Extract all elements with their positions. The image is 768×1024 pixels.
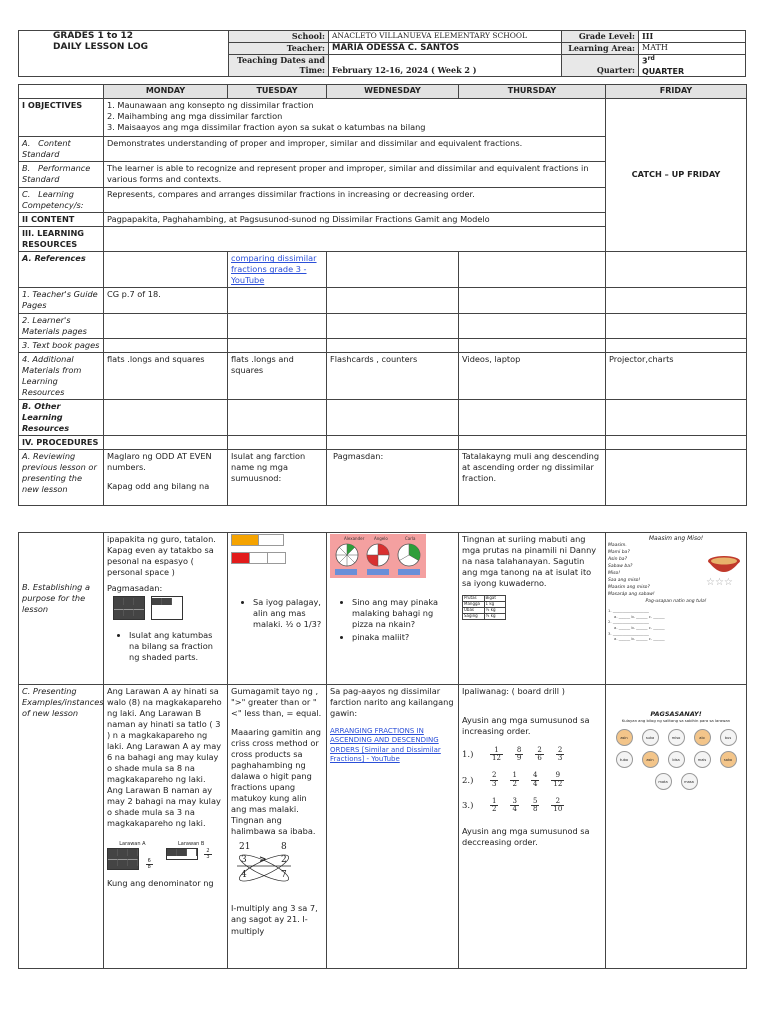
competency: Represents, compares and arranges dissimilar fractions in increasing or decreasing order. bbox=[104, 187, 606, 212]
performance-standard: The learner is able to recognize and represent proper and improper, similar and dissimilar and equivalent fractions in various forms and contexts. bbox=[104, 161, 606, 187]
denominator: 4 bbox=[512, 805, 517, 814]
denominator: 3 bbox=[492, 779, 497, 788]
add-mon: flats .longs and squares bbox=[104, 352, 228, 399]
objective-1: 1. Maunawaan ang konsepto ng dissimilar fraction bbox=[107, 99, 314, 110]
word-bubble: mata bbox=[655, 773, 672, 790]
review-mon bbox=[104, 450, 228, 506]
mon-purpose-grids bbox=[113, 596, 224, 620]
numerator: 2 bbox=[551, 798, 564, 806]
fraction-row bbox=[462, 747, 602, 763]
denominator: 10 bbox=[553, 805, 563, 814]
numerator: 3 bbox=[512, 797, 517, 806]
ref-mon bbox=[104, 252, 228, 288]
larawan-b bbox=[166, 841, 217, 870]
word-bubble: bus bbox=[720, 729, 737, 746]
denominator: 6 bbox=[537, 754, 542, 763]
fraction-row bbox=[462, 798, 602, 814]
numerator: 5 bbox=[532, 797, 538, 806]
wed-video-link[interactable]: ARRANGING FRACTIONS IN ASCENDING AND DESCENDING ORDERS [Similar and Dissimilar Fractions] - YouTube bbox=[330, 726, 441, 764]
word-bubble: suka bbox=[642, 729, 659, 746]
numerator: 1 bbox=[492, 797, 497, 806]
word-bubble: tubo bbox=[616, 751, 633, 768]
thu-present-3: Ayusin ang mga sumusunod sa deccreasing order. bbox=[462, 825, 590, 847]
teacher-value: MARIA ODESSA C. SANTOS bbox=[329, 42, 562, 54]
day-monday: MONDAY bbox=[104, 85, 228, 99]
fruit-cell: Mangga bbox=[463, 602, 485, 608]
numerator: 1 bbox=[512, 771, 517, 780]
mon-present-end: Kung ang denominator ng bbox=[107, 878, 214, 889]
review-mon-text2: Kapag odd ang bilang na bbox=[107, 481, 210, 492]
fri-pagsasanay bbox=[606, 684, 747, 968]
resources-empty bbox=[104, 227, 606, 252]
mon-purpose-bullet: • Isulat ang katumbas na bilang sa fraction ng shaded parts. bbox=[129, 630, 224, 663]
day-tuesday: TUESDAY bbox=[228, 85, 327, 99]
content-standard: Demonstrates understanding of proper and improper, similar and dissimilar and equivalent fractions. bbox=[104, 136, 606, 161]
denominator: 12 bbox=[553, 779, 563, 788]
fruit-cell: Ubas bbox=[463, 607, 485, 613]
fraction bbox=[535, 747, 543, 763]
competency-label: C. Learning Competency/s: bbox=[19, 187, 104, 212]
fraction bbox=[490, 798, 498, 814]
fraction bbox=[490, 772, 498, 788]
objective-2: 2. Maihambing ang mga dissimilar farction bbox=[107, 110, 283, 121]
header-table bbox=[18, 30, 746, 77]
mon-purpose bbox=[104, 582, 228, 684]
wed-cont bbox=[327, 533, 459, 583]
additional-materials-label: 4. Additional Materials from Learning Resources bbox=[19, 352, 104, 399]
review-thu: Tatalakayng muli ang descending at ascending order ng dissimilar fraction. bbox=[459, 450, 606, 506]
miso-caption: Pag-usapan natin ang tula! bbox=[645, 598, 707, 604]
dates-value: February 12-16, 2024 ( Week 2 ) bbox=[329, 55, 562, 77]
pie-label-3: Carla bbox=[405, 536, 416, 541]
denominator: 2 bbox=[492, 805, 497, 814]
day-wednesday: WEDNESDAY bbox=[327, 85, 459, 99]
numerator: 9 bbox=[551, 772, 564, 780]
numerator: 1 bbox=[490, 747, 503, 755]
day-friday: FRIDAY bbox=[606, 85, 747, 99]
miso-title: Maasim ang Miso! bbox=[648, 535, 704, 542]
presenting-label: C. Presenting Examples/instances of new lesson bbox=[19, 684, 104, 968]
learners-materials-label: 2. Learner's Materials pages bbox=[19, 313, 104, 338]
other-resources-label: B. Other Learning Resources bbox=[19, 399, 104, 435]
pagsasanay-words bbox=[609, 729, 743, 790]
larawan-b-fraction: $\frac{2}{3}$ bbox=[206, 847, 210, 861]
orange-bar bbox=[231, 534, 323, 546]
miso-poem: Maasim. Mami ba? Asin ba? Sabaw ba? Miso! Saa ang miso! Maasim ang miso? Masaráp ang sabaw! bbox=[608, 543, 655, 597]
fraction-row-label: 2.) bbox=[462, 775, 474, 786]
quarter-label: Quarter: bbox=[562, 55, 639, 77]
objectives-list bbox=[104, 98, 606, 136]
add-thu: Videos, laptop bbox=[459, 352, 606, 399]
tue-cont bbox=[228, 533, 327, 583]
fraction bbox=[510, 798, 518, 814]
tue-present bbox=[228, 684, 327, 968]
fruit-cell: ¾ kg bbox=[484, 613, 506, 619]
fraction bbox=[531, 772, 539, 788]
dates-label-line1: Teaching Dates and bbox=[236, 55, 325, 66]
pagsasanay-title: PAGSASANAY! bbox=[650, 709, 702, 718]
fraction-row bbox=[462, 772, 602, 788]
fruit-cell: 1 kg bbox=[484, 602, 506, 608]
objectives-label: I OBJECTIVES bbox=[19, 98, 104, 136]
quarter-word: QUARTER bbox=[642, 66, 685, 76]
cont-label bbox=[19, 533, 104, 685]
textbook-label: 3. Text book pages bbox=[19, 338, 104, 352]
pie-label-2: Angelo bbox=[374, 536, 388, 541]
denominator: 8 bbox=[532, 805, 538, 814]
wed-present-text: Sa pag-aayos ng dissimilar farction narito ang kailangang gawin: bbox=[330, 685, 454, 718]
dates-label bbox=[229, 55, 329, 77]
reviewing-label: A. Reviewing previous lesson or presenting the new lesson bbox=[19, 450, 104, 506]
thu-purpose-text: Tingnan at suriing mabuti ang mga prutas na pinamili ni Danny na nasa talahanayan. Sagutin ang mga tanong na at isulat ito sa iyong kuwaderno. bbox=[462, 534, 597, 589]
numerator: 2 bbox=[537, 745, 542, 754]
thu-fraction-rows bbox=[462, 747, 602, 814]
references-label: A. References bbox=[19, 252, 104, 288]
resources-label: III. LEARNING RESOURCES bbox=[19, 227, 104, 252]
fraction bbox=[515, 747, 523, 763]
word-bubble: masa bbox=[681, 773, 698, 790]
numerator: 2 bbox=[557, 745, 563, 754]
tue-present-2: Maaaring gamitin ang criss cross method or cross products sa paghahambing ng dalawa o higit pang fractions upang matukoy kung alin ang mas malaki. Tingnan ang halimbawa sa ibaba. bbox=[231, 726, 321, 837]
content-value: Pagpapakita, Paghahambing, at Pagsusunod-sunod ng Dissimilar Fractions Gamit ang Modelo bbox=[104, 213, 606, 227]
miso-bowl-image bbox=[704, 543, 744, 599]
pizza-pies-image bbox=[330, 534, 426, 578]
thu-present-1: Ipaliwanag: ( board drill ) bbox=[462, 685, 565, 696]
corner-cell bbox=[19, 85, 104, 99]
teachers-guide-value: CG p.7 of 18. bbox=[104, 288, 228, 313]
lesson-table-page1 bbox=[18, 84, 747, 506]
fruit-cell: Prutas bbox=[463, 596, 485, 602]
criss-product-left: 21 bbox=[239, 842, 251, 853]
criss-den-right: 7 bbox=[281, 870, 287, 881]
red-bar bbox=[231, 552, 323, 564]
miso-questions: 1. ___________________ a. ______ b. ______ c. ______ 2. ___________________ a. ______ b. ______ c. ______ 3. ___________________ a. ______ b. ______ c. ______ bbox=[608, 607, 665, 642]
review-fri bbox=[606, 450, 747, 506]
review-wed: Pagmasdan: bbox=[327, 450, 459, 506]
lesson-table-page2 bbox=[18, 532, 747, 969]
tue-present-1: Gumagamit tayo ng , ">" greater than or "<" less than, = equal. bbox=[231, 685, 322, 718]
purpose-label: B. Establishing a purpose for the lesson bbox=[22, 582, 90, 615]
reference-video-link[interactable]: comparing dissimilar fractions grade 3 - YouTube bbox=[231, 253, 317, 286]
fruit-cell: ½ kg bbox=[484, 607, 506, 613]
fraction bbox=[531, 798, 539, 814]
word-bubble: asin bbox=[616, 729, 633, 746]
word-bubble: alo bbox=[694, 729, 711, 746]
school-value: ANACLETO VILLANUEVA ELEMENTARY SCHOOL bbox=[329, 31, 562, 43]
tue-purpose bbox=[228, 582, 327, 684]
criss-sign: > bbox=[259, 855, 267, 866]
criss-num-left: 3 bbox=[241, 855, 247, 866]
thu-present bbox=[459, 684, 606, 968]
day-thursday: THURSDAY bbox=[459, 85, 606, 99]
quarter-sup: rd bbox=[647, 55, 655, 63]
fruit-cell: Saging bbox=[463, 613, 485, 619]
title-line-1: GRADES 1 to 12 bbox=[53, 31, 134, 41]
add-tue: flats .longs and squares bbox=[228, 352, 327, 399]
pagsasanay-sub: Kulayan ang bilog ng salitang sa sabihin para sa larawan bbox=[621, 718, 731, 724]
log-title bbox=[19, 31, 229, 77]
quarter-value bbox=[639, 55, 746, 77]
criss-arrows bbox=[231, 851, 301, 885]
mon-present bbox=[104, 684, 228, 968]
teachers-guide-label: 1. Teacher's Guide Pages bbox=[19, 288, 104, 313]
review-mon-text1: Maglaro ng ODD AT EVEN numbers. bbox=[107, 451, 212, 473]
fraction bbox=[556, 747, 564, 763]
numerator: 8 bbox=[516, 745, 522, 754]
review-tue: Isulat ang farction name ng mga sumuusnod: bbox=[228, 450, 327, 506]
svg-text:☆☆☆: ☆☆☆ bbox=[706, 577, 733, 588]
criss-den-left: 4 bbox=[241, 870, 247, 881]
fraction bbox=[490, 747, 503, 763]
word-bubble: miso bbox=[668, 729, 685, 746]
larawan-a-label: Larawan A bbox=[119, 841, 146, 848]
grade-level-value: III bbox=[639, 31, 746, 43]
learning-area-value: MATH bbox=[639, 42, 746, 54]
denominator: 4 bbox=[532, 779, 538, 788]
fruit-cell: Bigat bbox=[484, 596, 506, 602]
ref-fri bbox=[606, 252, 747, 288]
numerator: 2 bbox=[492, 771, 497, 780]
title-line-2: DAILY LESSON LOG bbox=[53, 42, 148, 53]
numerator: 4 bbox=[532, 771, 538, 780]
denominator: 3 bbox=[557, 754, 563, 763]
wed-purpose-bullet: • Sino ang may pinaka malaking bahagi ng pizza na nkain? bbox=[352, 597, 455, 630]
larawan-a-fraction: $\frac{6}{8}$ bbox=[147, 857, 151, 870]
larawan-b-label: Larawan B bbox=[178, 841, 205, 848]
content-label: II CONTENT bbox=[19, 213, 104, 227]
grade-level-label: Grade Level: bbox=[562, 31, 639, 43]
wed-present bbox=[327, 684, 459, 968]
teacher-label: Teacher: bbox=[229, 42, 329, 54]
criss-num-right: 2 bbox=[281, 855, 287, 866]
wed-purpose-bullet: • pinaka maliit? bbox=[352, 632, 455, 643]
mon-present-text: Ang Larawan A ay hinati sa walo (8) na magkakapareho ng laki. Ang Larawan B naman ay hinati sa tatlo ( 3 ) n a magkakapareho ng laki. Ang Larawan A ay may 6 na bahagi ang may kulay o shade mula sa 8 na magkakapareho ng laki. Ang Larawan B naman ay may 2 bahagi na may kulay o shade mula sa 3 na magkakapareho ng laki. bbox=[107, 685, 222, 829]
objective-3: 3. Maisaayos ang mga dissimilar fraction ayon sa sukat o katumbas na bilang bbox=[107, 121, 426, 132]
fraction-row-label: 1.) bbox=[462, 750, 474, 761]
add-wed: Flashcards , counters bbox=[327, 352, 459, 399]
ref-wed bbox=[327, 252, 459, 288]
school-label: School: bbox=[229, 31, 329, 43]
denominator: 12 bbox=[492, 754, 501, 763]
word-bubble: asin bbox=[642, 751, 659, 768]
wed-purpose bbox=[327, 582, 459, 684]
larawan-a bbox=[107, 841, 158, 870]
content-standard-label: A. Content Standard bbox=[19, 136, 104, 161]
fraction bbox=[551, 772, 564, 788]
learning-area-label: Learning Area: bbox=[562, 42, 639, 54]
fraction bbox=[510, 772, 518, 788]
ref-thu bbox=[459, 252, 606, 288]
add-fri: Projector,charts bbox=[606, 352, 747, 399]
fraction bbox=[551, 798, 564, 814]
criss-product-right: 8 bbox=[281, 842, 287, 853]
tue-purpose-list bbox=[231, 597, 323, 630]
larawan-images bbox=[107, 841, 224, 870]
fri-miso-worksheet bbox=[606, 533, 747, 685]
word-bubble: mais bbox=[694, 751, 711, 768]
thu-purpose bbox=[459, 533, 606, 685]
quarter-num: 3 bbox=[642, 56, 648, 66]
wed-purpose-list bbox=[330, 597, 455, 643]
tue-purpose-bullet: • Sa iyog palagay, alin ang mas malaki. ½ o 1/3? bbox=[253, 597, 323, 630]
denominator: 9 bbox=[516, 754, 522, 763]
pie-label-1: Alexander bbox=[344, 536, 365, 541]
miso-body bbox=[608, 543, 744, 599]
word-bubble: sako bbox=[720, 751, 737, 768]
thu-present-2: Ayusin ang mga sumusunod sa increasing order. bbox=[462, 714, 590, 736]
mon-purpose-list bbox=[107, 630, 224, 663]
fraction-row-label: 3.) bbox=[462, 801, 474, 812]
mon-continuation: ipapakita ng guro, tatalon. Kapag even ay tatakbo sa pesonal na espasyo ( personal space ) bbox=[104, 533, 228, 583]
criss-cross-diagram bbox=[231, 841, 301, 897]
procedures-label: IV. PROCEDURES bbox=[19, 436, 104, 450]
catch-up-friday: CATCH – UP FRIDAY bbox=[606, 98, 747, 251]
mon-purpose-title: Pagmasadan: bbox=[107, 583, 163, 594]
ref-tue bbox=[228, 252, 327, 288]
performance-standard-label: B. Performance Standard bbox=[19, 161, 104, 187]
denominator: 2 bbox=[512, 779, 517, 788]
dates-label-line2: Time: bbox=[299, 65, 325, 76]
fruit-table bbox=[462, 595, 506, 619]
tue-present-3: I-multiply ang 3 sa 7, ang sagot ay 21. I-multiply bbox=[231, 903, 318, 936]
word-bubble: bisa bbox=[668, 751, 685, 768]
